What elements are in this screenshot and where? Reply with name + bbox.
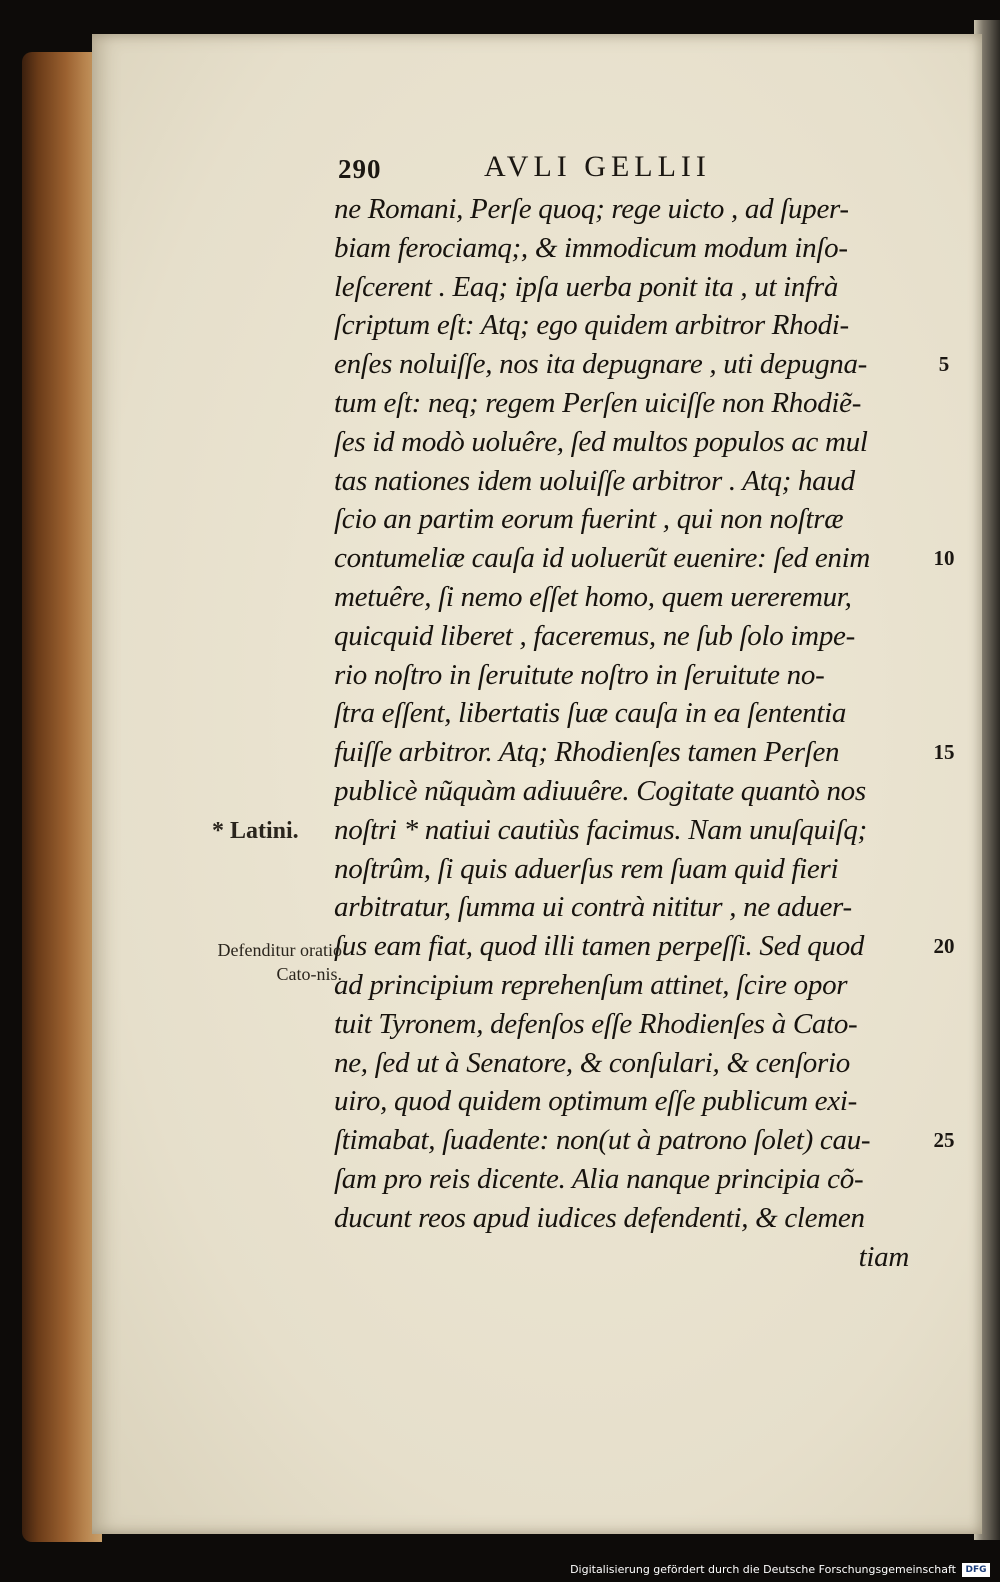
text-line: enſes noluiſſe, nos ita depugnare , uti depugna- xyxy=(334,348,868,381)
text-line: ſes id modò uoluêre, ſed multos populos ac mul xyxy=(334,425,868,458)
text-line: quicquid liberet , faceremus, ne ſub ſolo impe- xyxy=(334,619,855,652)
text-line: noſtri * natiui cautiùs facimus. Nam unuſquiſq; xyxy=(334,813,867,846)
text-line: uiro, quod quidem optimum eſſe publicum exi- xyxy=(334,1085,857,1118)
dfg-logo: DFG xyxy=(962,1563,990,1577)
header-title: AVLI GELLII xyxy=(484,150,711,183)
line-number-10: 10 xyxy=(933,546,955,570)
text-line: leſcerent . Eaq; ipſa uerba ponit ita , ut infrà xyxy=(334,270,839,303)
text-line: tuit Tyronem, defenſos eſſe Rhodienſes à Cato- xyxy=(334,1007,858,1040)
body-text xyxy=(334,190,919,1276)
text-line: ne, ſed ut à Senatore, & conſulari, & cenſorio xyxy=(334,1046,850,1079)
text-line: ad principium reprehenſum attinet, ſcire opor xyxy=(334,968,848,1001)
line-number-5: 5 xyxy=(938,352,950,376)
text-line: tas nationes idem uoluiſſe arbitror . Atq; haud xyxy=(334,464,855,497)
funding-credit: Digitalisierung gefördert durch die Deutsche Forschungsgemeinschaft xyxy=(570,1563,956,1576)
text-line: fuiſſe arbitror. Atq; Rhodienſes tamen Perſen xyxy=(334,736,840,769)
margin-note-defenditur: Defenditur oratio Cato-nis. xyxy=(217,940,342,984)
text-line: ſcio an partim eorum fuerint , qui non noſtræ xyxy=(334,503,844,536)
text-line: tum eſt: neq; regem Perſen uiciſſe non Rhodiẽ- xyxy=(334,386,862,419)
text-line: biam ferociamq;, & immodicum modum inſo- xyxy=(334,231,848,264)
text-line: metuêre, ſi nemo eſſet homo, quem uereremur, xyxy=(334,580,852,613)
catchword: tiam xyxy=(858,1240,909,1273)
text-line: ſcriptum eſt: Atq; ego quidem arbitror Rhodi- xyxy=(334,309,849,342)
text-line: noſtrûm, ſi quis aduerſus rem ſuam quid fieri xyxy=(334,852,839,885)
line-number-20: 20 xyxy=(933,934,955,958)
text-line: contumeliæ cauſa id uoluerũt euenire: ſed enim xyxy=(334,542,870,575)
margin-note-latini: * Latini. xyxy=(212,818,299,844)
text-line: publicè nũquàm adiuuêre. Cogitate quantò nos xyxy=(334,774,866,807)
text-line: arbitratur, ſumma ui contrà nititur , ne aduer- xyxy=(334,891,852,924)
line-number-25: 25 xyxy=(933,1128,955,1152)
text-line: ſam pro reis dicente. Alia nanque principia cõ- xyxy=(334,1162,864,1195)
text-line: rio noſtro in ſeruitute noſtro in ſeruitute no- xyxy=(334,658,825,691)
text-line: ſtra eſſent, libertatis ſuæ cauſa in ea ſententia xyxy=(334,697,847,730)
text-line: ſtimabat, ſuadente: non(ut à patrono ſolet) cau- xyxy=(334,1124,871,1157)
page-number: 290 xyxy=(338,154,382,184)
text-line: ne Romani, Perſe quoq; rege uicto , ad ſuper- xyxy=(334,193,849,225)
text-line: ducunt reos apud iudices defendenti, & clemen xyxy=(334,1201,865,1234)
footer-bar xyxy=(0,1556,1000,1582)
running-head xyxy=(338,150,898,190)
text-line: ſus eam fiat, quod illi tamen perpeſſi. Sed quod xyxy=(334,930,865,963)
book-edge xyxy=(22,52,102,1542)
line-number-15: 15 xyxy=(933,740,955,764)
